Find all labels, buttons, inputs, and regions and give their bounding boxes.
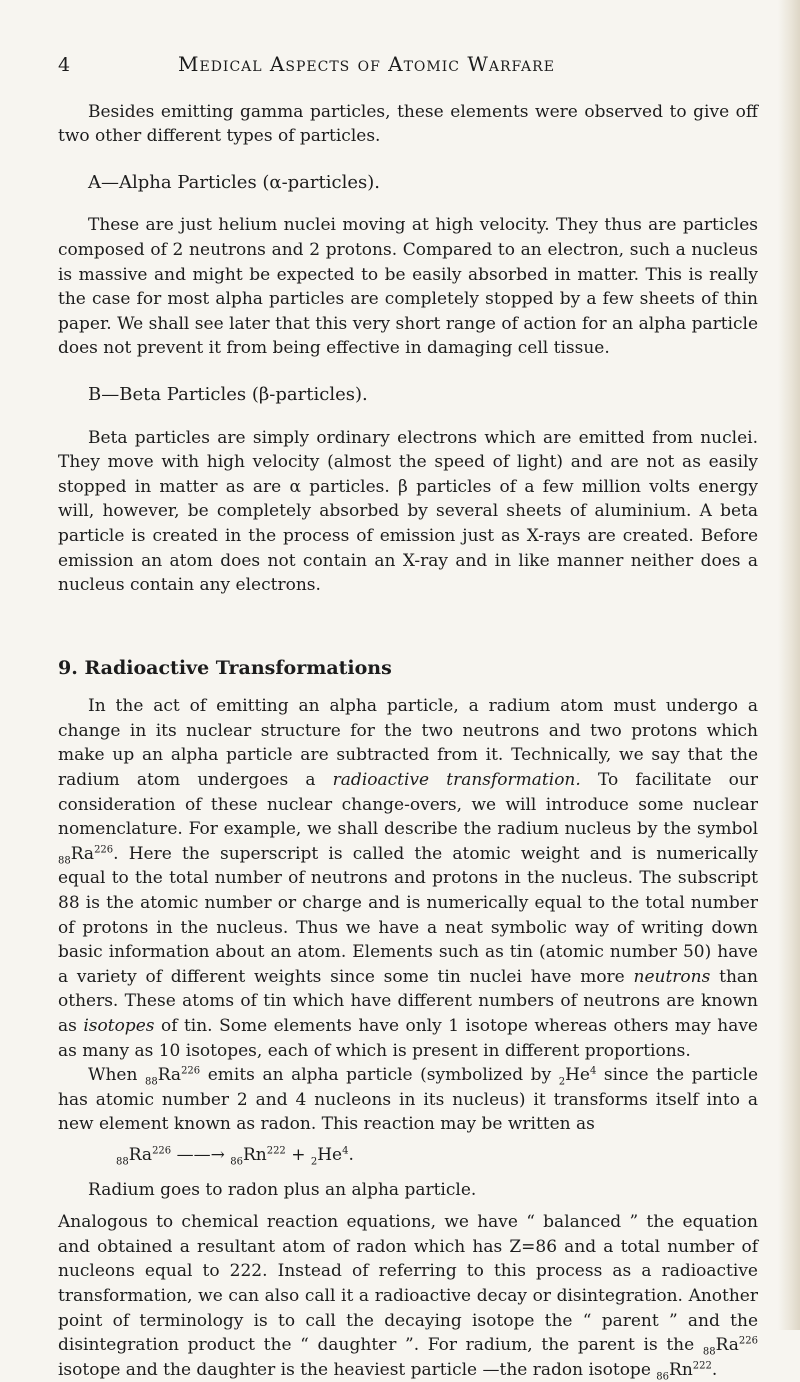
balanced-equation-paragraph: Analogous to chemical reaction equations, we have “ balanced ” the equation and obtained a resultant atom of radon which has Z=86 and a total number of nucleons equal to 222. Instead of referring to this process as a radioactive transformation, we can also call it a radioactive decay or disintegration. Another point of terminology is to call the decaying isotope the “ parent ” and the disintegration product the “ daughter ”. For radium, the parent is the $_{88}Ra^{226}$ isotope and the daughter is the heaviest particle —the radon isotope $_{86}Rn^{222}$. <box>58 1212 758 1382</box>
page-edge <box>778 0 800 1330</box>
decay-equation: $_{88}Ra^{226}$ ——→ $_{86}Rn^{222} + _2He^4$. <box>116 1144 354 1168</box>
section-title: 9. Radioactive Transformations <box>58 656 392 679</box>
page-header <box>58 52 758 78</box>
alpha-paragraph: These are just helium nuclei moving at high velocity. They thus are particles composed of 2 neutrons and 2 protons. Compared to an electron, such a nucleus is massive and might be expected to be easily absorbed in matter. This is really the case for most alpha particles are completely stopped by a few sheets of thin paper. We shall see later that this very short range of action for an alpha particle does not prevent it from being effective in damaging cell tissue. <box>58 215 758 359</box>
alpha-heading: A—Alpha Particles (α-particles). <box>88 171 380 193</box>
emphasis-neutrons: neutrons <box>633 966 711 987</box>
alpha-emission-paragraph: When $_{88}Ra^{226}$ emits an alpha particle (symbolized by $_2He^4$ since the particle has atomic number 2 and 4 nucleons in its nucleus) it transforms itself into a new element known as radon. This reaction may be written as <box>58 1065 759 1135</box>
transformation-paragraph <box>58 694 758 1063</box>
page-number: 4 <box>58 54 71 76</box>
helium-symbol: $_2He^4$ <box>310 1144 349 1168</box>
radium-symbol: $_{88}Ra^{226}$ <box>58 843 114 867</box>
intro-paragraph: Besides emitting gamma particles, these elements were observed to give off two other different types of particles. <box>58 101 758 147</box>
emphasis-isotopes: isotopes <box>83 1016 155 1036</box>
radium-symbol: $_{88}Ra^{226}$ <box>702 1335 758 1358</box>
text-run: To facilitate our consideration of these nuclear change-overs, we will introduce some nuclear nomenclature. For example, we shall describe the radium nucleus by the symbol <box>58 770 758 840</box>
emphasis-radioactive-transformation: radioactive transformation. <box>332 770 581 791</box>
radium-symbol: $_{88}Ra^{226}$ <box>145 1065 201 1088</box>
reaction-arrow: ——→ <box>176 1144 225 1165</box>
radium-to-radon-line: Radium goes to radon plus an alpha particle. <box>88 1179 477 1200</box>
radon-symbol: $_{86}Rn^{222}$ <box>230 1144 286 1168</box>
document-page <box>58 52 758 1382</box>
text-run: In the act of emitting an alpha particle, a radium atom must undergo a change in its nuclear structure for the two neutrons and two protons which make up an alpha particle are subtracted from it. Technically, we say that the radium atom undergoes a <box>58 696 758 791</box>
text-run: of tin. Some elements have only 1 isotope whereas others may have as many as 10 isotopes, each of which is present in different proportions. <box>58 1016 758 1061</box>
radon-symbol: $_{86}Rn^{222}$ <box>656 1359 712 1382</box>
plus-sign: + <box>291 1144 306 1165</box>
text-run: than others. These atoms of tin which have different numbers of neutrons are known as <box>58 966 758 1036</box>
text-run: . Here the superscript is called the atomic weight and is numerically equal to the total number of neutrons and protons in the nucleus. The subscript 88 is the atomic number or charge and is numerically equal to the total number of protons in the nucleus. Thus we have a neat symbolic way of writing down basic information about an atom. Elements such as tin (atomic number 50) have a variety of different weights since some tin nuclei have more <box>58 843 758 987</box>
helium-symbol: $_2He^4$ <box>558 1065 597 1088</box>
beta-paragraph: Beta particles are simply ordinary electrons which are emitted from nuclei. They move with high velocity (almost the speed of light) and are not as easily stopped in matter as are α particles. β particles of a few million volts energy will, however, be completely absorbed by several sheets of aluminium. A beta particle is created in the process of emission just as X-rays are created. Before emission an atom does not contain an X-ray and in like manner neither does a nucleus contain any electrons. <box>58 427 758 596</box>
beta-heading: B—Beta Particles (β-particles). <box>88 383 368 405</box>
radium-symbol: $_{88}Ra^{226}$ <box>116 1144 172 1168</box>
running-title: Medical Aspects of Atomic Warfare <box>178 52 555 76</box>
